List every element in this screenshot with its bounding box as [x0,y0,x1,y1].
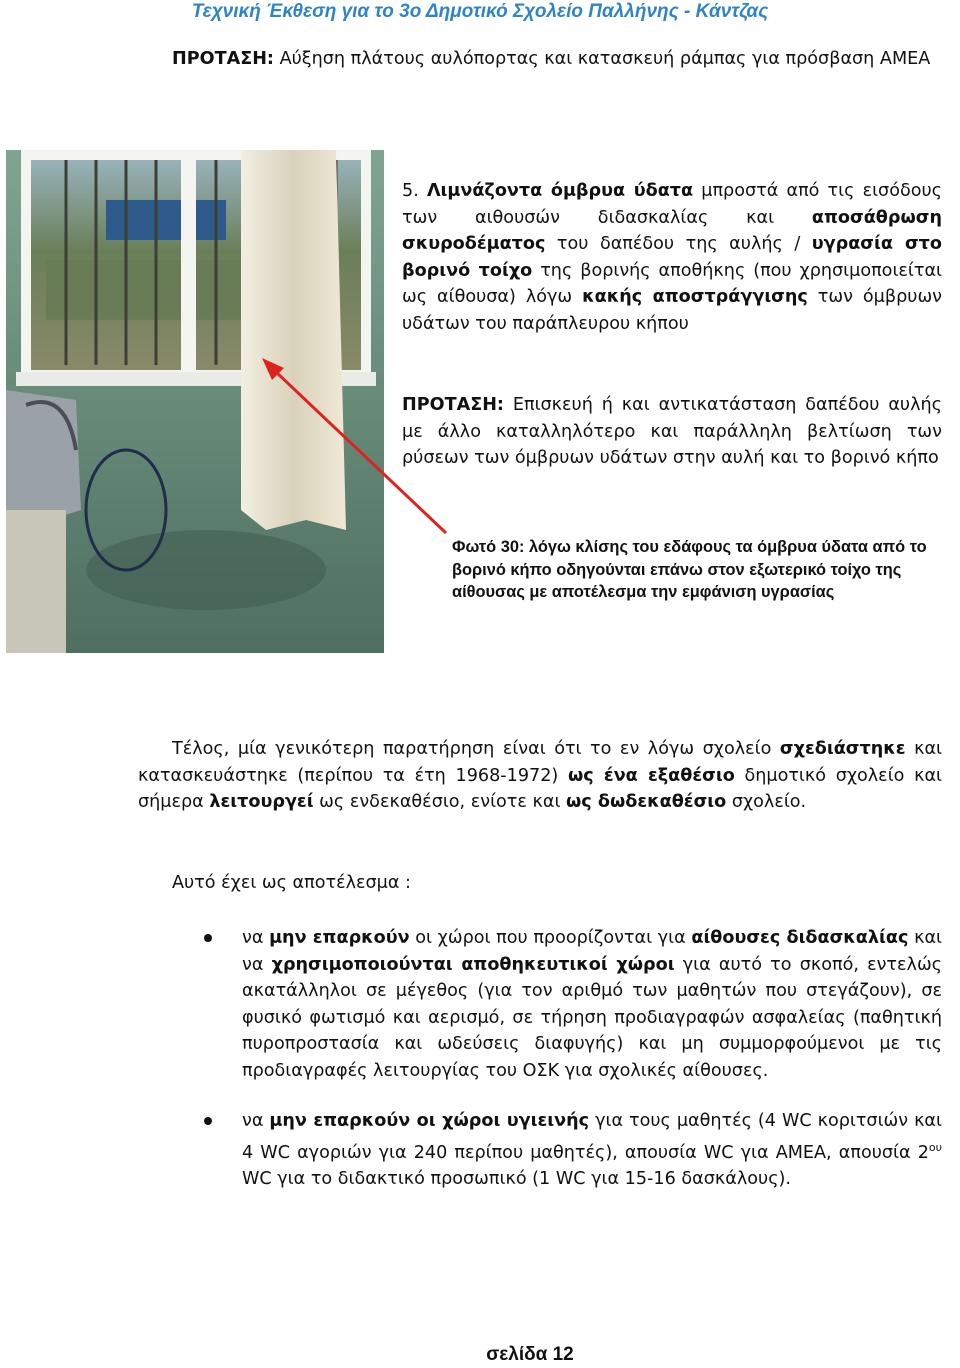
bullet-1-bold-1: μην επαρκούν [269,928,410,948]
item-5 [402,178,942,337]
item-5-text-1: μπροστά από τις εισόδους των αιθουσών διδασκαλίας και [402,181,942,228]
item-5-text-3: της βορινής αποθήκης (που χρησιμοποιείται ως αίθουσα) λόγω [402,260,942,307]
closing-paragraph [138,736,942,816]
bullet-dot [204,934,212,942]
bullet-2-bold-1: μην επαρκούν οι χώροι υγιεινής [269,1111,590,1131]
item-5-bold-3: υγρασία στο βορινό τοίχο [402,234,942,281]
page-number: σελίδα 12 [486,1344,574,1365]
bullet-2-text-1: να [242,1111,270,1131]
item-5-text-4: των όμβρυων υδάτων του παράπλευρου κήπου [402,287,943,334]
closing-text-2: και κατασκευάστηκε (περίπου τα έτη 1968-1972) [138,739,943,786]
closing-text-3: δημοτικό σχολείο και σήμερα [138,765,943,812]
item-5-bold-1: Λιμνάζοντα όμβρυα ύδατα [426,181,694,201]
result-intro: Αυτό έχει ως αποτέλεσμα : [172,873,411,893]
bullet-1-text-4: για αυτό το σκοπό, εντελώς ακατάλληλοι σε μέγεθος (για τον αριθμό των μαθητών που στεγάζουν), σε φυσικό φωτισμό και αερισμό, σε τήρηση προδιαγραφών ασφαλείας (παθητική πυροπροστασία και ωδεύσεις διαφυγής) και μη συμμορφούμενοι με τις προδιαγραφές λειτουργίας του ΟΣΚ για σχολικές αίθουσες. [242,954,943,1081]
proposal-floor [402,392,942,472]
item-5-bold-4: κακής αποστράγγισης [582,287,808,307]
proposal-text: Επισκευή ή και αντικατάσταση δαπέδου αυλής με άλλο καταλληλότερο και παράλληλη βελτίωση των ρύσεων των όμβρυων υδάτων στην αυλή και το βορινό κήπο [402,395,942,468]
bullet-dot [204,1117,212,1125]
closing-bold-1: σχεδιάστηκε [779,739,906,759]
item-5-bold-2: αποσάθρωση σκυροδέματος [402,207,942,254]
closing-bold-2: ως ένα εξαθέσιο [567,765,735,786]
proposal-label: ΠΡΟΤΑΣΗ: [402,395,504,415]
closing-text-5: σχολείο. [726,792,807,812]
item-5-text-2: του δαπέδου της αυλής / [545,234,812,254]
bullet-2-superscript: ου [928,1140,942,1154]
document-header: Τεχνική Έκθεση για το 3ο Δημοτικό Σχολείο Παλλήνης - Κάντζας [191,1,769,22]
bullet-1-text-2: οι χώροι που προορίζονται για [409,928,692,948]
proposal-label: ΠΡΟΤΑΣΗ: [172,49,274,69]
bullet-item-1 [242,925,942,1084]
closing-bold-3: λειτουργεί [209,792,314,812]
bullet-item-2 [242,1108,942,1192]
bullet-1-bold-3: χρησιμοποιούνται αποθηκευτικοί χώροι [271,954,675,975]
closing-text-1: Τέλος, μία γενικότερη παρατήρηση είναι ότι το εν λόγω σχολείο [172,739,780,759]
item-number: 5. [402,181,427,201]
closing-bold-4: ως δωδεκαθέσιο [566,792,727,812]
proposal-text: Αύξηση πλάτους αυλόπορτας και κατασκευή ράμπας για πρόσβαση ΑΜΕΑ [273,49,931,69]
closing-text-4: ως ενδεκαθέσιο, ενίοτε και [313,792,567,812]
photo-caption: Φωτό 30: λόγω κλίσης του εδάφους τα όμβρυα ύδατα από το βορινό κήπο οδηγούνται επάνω στον εξωτερικό τοίχο της αίθουσας με αποτέλεσμα την εμφάνιση υγρασίας [452,538,927,601]
bullet-1-text-3: και να [242,928,942,975]
bullet-2-text-2: για τους μαθητές (4 WC κοριτσιών και 4 WC αγοριών για 240 περίπου μαθητές), απουσία WC για ΑΜΕΑ, απουσία 2 [242,1111,942,1163]
bullet-1-text-1: να [242,928,270,948]
bullet-2-text-3: WC για το διδακτικό προσωπικό (1 WC για 15-16 δασκάλους). [242,1168,791,1189]
bullet-1-bold-2: αίθουσες διδασκαλίας [691,928,909,948]
